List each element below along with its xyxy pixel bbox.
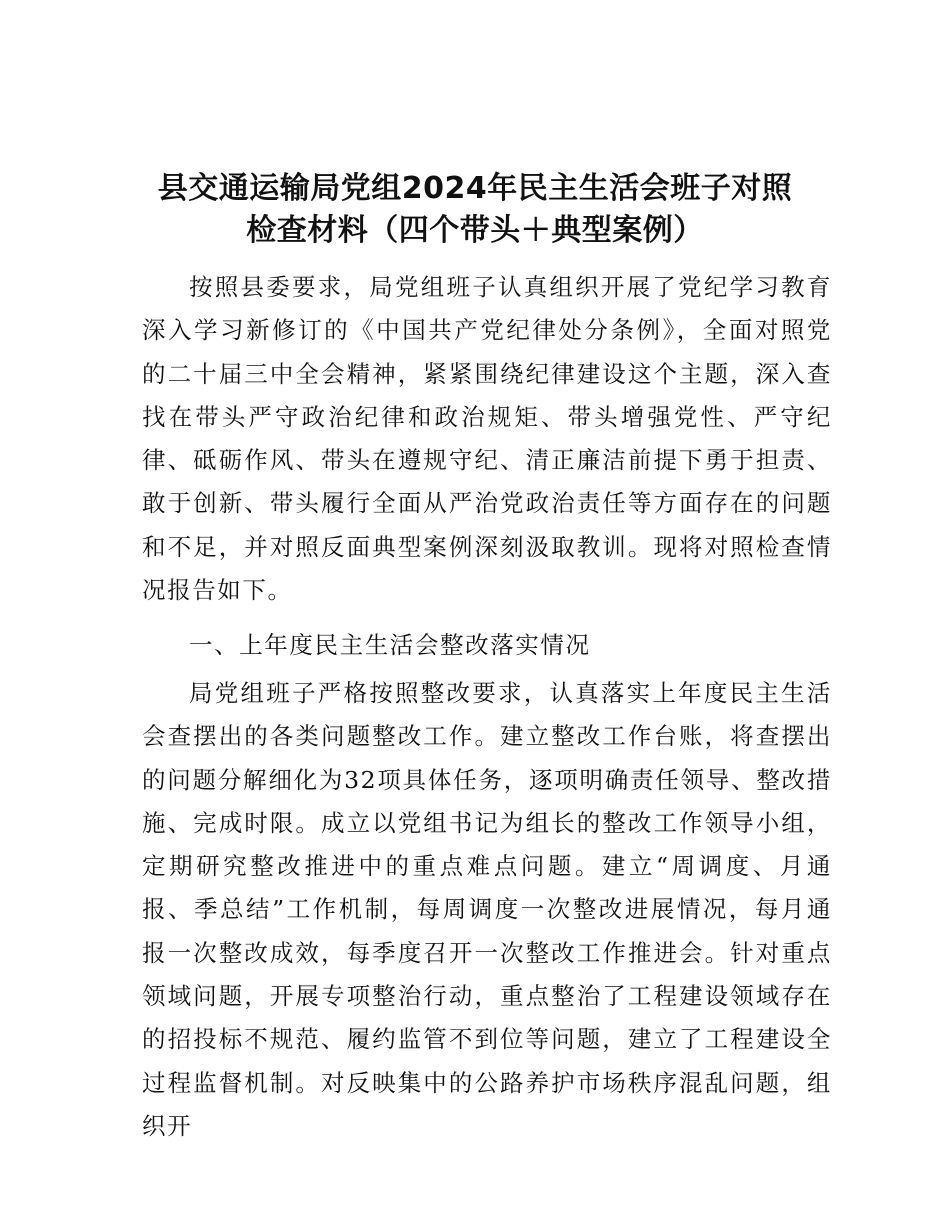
section-1-paragraph: 局党组班子严格按照整改要求，认真落实上年度民主生活会查摆出的各类问题整改工作。建立整改工作台账，将查摆出的问题分解细化为32项具体任务，逐项明确责任领导、整改措施、完成时限。成立以党组书记为组长的整改工作领导小组，定期研究整改推进中的重点难点问题。建立“周调度、月通报、季总结”工作机制，每周调度一次整改进展情况，每月通报一次整改成效，每季度召开一次整改工作推进会。针对重点领域问题，开展专项整治行动，重点整治了工程建设领域存在的招投标不规范、履约监管不到位等问题，建立了工程建设全过程监督机制。对反映集中的公路养护市场秩序混乱问题，组织开 (142, 679, 832, 1140)
document-title-line-1: 县交通运输局党组2024年民主生活会班子对照 (157, 171, 793, 206)
document-title-line-2: 检查材料（四个带头＋典型案例） (246, 213, 704, 248)
section-heading-1: 一、上年度民主生活会整改落实情况 (189, 631, 591, 659)
intro-paragraph: 按照县委要求，局党组班子认真组织开展了党纪学习教育深入学习新修订的《中国共产党纪律处分条例》，全面对照党的二十届三中全会精神，紧紧围绕纪律建设这个主题，深入查找在带头严守政治纪律和政治规矩、带头增强党性、严守纪律、砥砺作风、带头在遵规守纪、清正廉洁前提下勇于担责、敢于创新、带头履行全面从严治党政治责任等方面存在的问题和不足，并对照反面典型案例深刻汲取教训。现将对照检查情况报告如下。 (142, 273, 832, 605)
